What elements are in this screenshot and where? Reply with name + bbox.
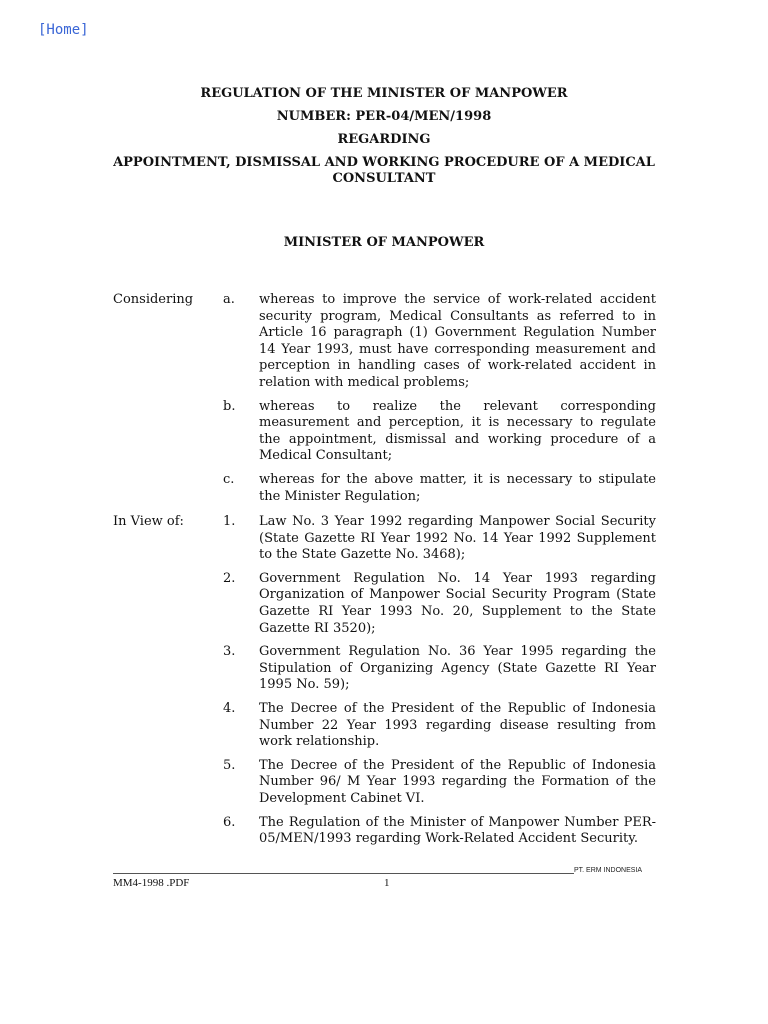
item-marker: b. — [223, 398, 236, 414]
item-text: The Regulation of the Minister of Manpower Number PER-05/MEN/1993 regarding Work-Related Accident Security. — [259, 814, 656, 847]
in-view-of-section — [113, 514, 656, 855]
item-text: whereas for the above matter, it is necessary to stipulate the Minister Regulation; — [259, 471, 656, 504]
item-marker: 5. — [223, 757, 236, 773]
in-view-of-label: In View of: — [113, 514, 184, 529]
item-marker: 3. — [223, 644, 236, 660]
regulation-subject: APPOINTMENT, DISMISSAL AND WORKING PROCEDURE OF A MEDICAL CONSULTANT — [113, 155, 655, 186]
considering-label: Considering — [113, 292, 194, 307]
considering-item — [113, 292, 656, 392]
page-number: 1 — [384, 877, 390, 889]
item-marker: 4. — [223, 700, 236, 716]
document-header — [100, 86, 668, 187]
in-view-of-item — [113, 815, 656, 848]
in-view-of-item — [113, 571, 656, 637]
footer-company: PT. ERM INDONESIA — [574, 867, 643, 874]
item-text: The Decree of the President of the Republic of Indonesia Number 96/ M Year 1993 regarding the Formation of the Development Cabinet VI. — [259, 757, 656, 806]
footer-divider — [113, 873, 574, 874]
regulation-number: NUMBER: PER-04/MEN/1998 — [276, 109, 492, 124]
regulation-title: REGULATION OF THE MINISTER OF MANPOWER — [200, 86, 568, 101]
item-text: whereas to realize the relevant corresponding measurement and perception, it is necessary to regulate the appointment, dismissal and working procedure of a Medical Consultant; — [259, 398, 656, 464]
home-link[interactable]: [Home] — [38, 22, 89, 38]
item-text: Government Regulation No. 14 Year 1993 regarding Organization of Manpower Social Security Program (State Gazette RI Year 1993 No. 20, Supplement to the State Gazette RI 3520); — [259, 570, 656, 636]
considering-section — [113, 292, 656, 512]
item-marker: 2. — [223, 570, 236, 586]
in-view-of-item — [113, 701, 656, 751]
considering-item — [113, 399, 656, 465]
item-text: Law No. 3 Year 1992 regarding Manpower Social Security (State Gazette RI Year 1992 No. 14 Year 1992 Supplement to the State Gazette No. 3468); — [259, 514, 656, 563]
in-view-of-item — [113, 644, 656, 694]
in-view-of-item — [113, 514, 656, 564]
item-text: Government Regulation No. 36 Year 1995 regarding the Stipulation of Organizing Agency (State Gazette RI Year 1995 No. 59); — [259, 644, 656, 693]
item-marker: a. — [223, 292, 235, 307]
considering-item — [113, 472, 656, 505]
item-text: whereas to improve the service of work-related accident security program, Medical Consultants as referred to in Article 16 paragraph (1) Government Regulation Number 14 Year 1993, must have corresponding measurement and perception in handling cases of work-related accident in relation with medical problems; — [259, 292, 656, 390]
minister-heading: MINISTER OF MANPOWER — [283, 235, 485, 250]
item-marker: 6. — [223, 814, 236, 830]
item-marker: c. — [223, 471, 235, 487]
regarding-label: REGARDING — [337, 132, 431, 147]
footer-filename: MM4-1998 .PDF — [113, 877, 190, 889]
item-text: The Decree of the President of the Republic of Indonesia Number 22 Year 1993 regarding disease resulting from work relationship. — [259, 700, 656, 750]
item-marker: 1. — [223, 514, 236, 529]
in-view-of-item — [113, 758, 656, 808]
